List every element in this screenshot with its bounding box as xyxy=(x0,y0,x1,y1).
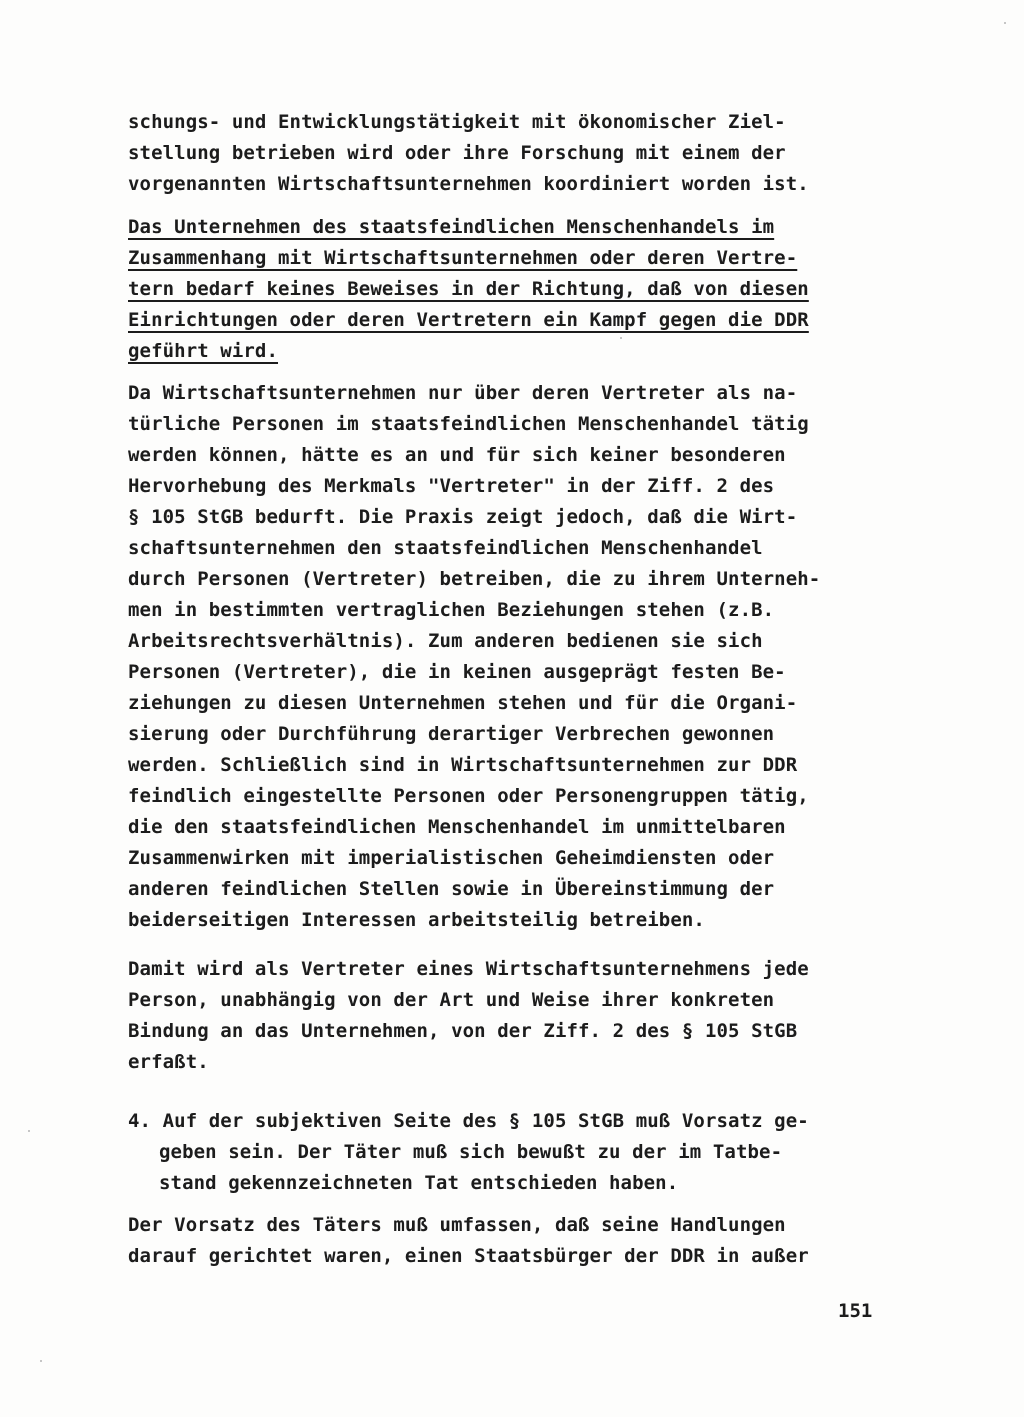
text-line: stand gekennzeichneten Tat entschieden haben. xyxy=(159,1172,679,1194)
text-line: schungs- und Entwicklungstätigkeit mit ökonomischer Ziel- xyxy=(128,111,786,133)
text-line: tern bedarf keines Beweises in der Richtung, daß von diesen xyxy=(128,278,809,300)
text-line: Das Unternehmen des staatsfeindlichen Menschenhandels im xyxy=(128,216,775,238)
text-line: geben sein. Der Täter muß sich bewußt zu der im Tatbe- xyxy=(159,1141,783,1163)
text-line: beiderseitigen Interessen arbeitsteilig betreiben. xyxy=(128,909,705,931)
text-line: Person, unabhängig von der Art und Weise ihrer konkreten xyxy=(128,989,775,1011)
scan-speck xyxy=(620,337,622,339)
text-line: geführt wird. xyxy=(128,340,279,362)
paragraph-5 xyxy=(128,1106,898,1199)
text-line: schaftsunternehmen den staatsfeindlichen Menschenhandel xyxy=(128,537,763,559)
text-line: 4. Auf der subjektiven Seite des § 105 StGB muß Vorsatz ge- xyxy=(128,1110,809,1132)
text-line: türliche Personen im staatsfeindlichen Menschenhandel tätig xyxy=(128,413,809,435)
paragraph-4 xyxy=(128,954,898,1078)
page-number: 151 xyxy=(838,1300,873,1322)
text-line: stellung betrieben wird oder ihre Forschung mit einem der xyxy=(128,142,786,164)
text-line: Personen (Vertreter), die in keinen ausgeprägt festen Be- xyxy=(128,661,786,683)
text-line: werden können, hätte es an und für sich keiner besonderen xyxy=(128,444,786,466)
text-line: anderen feindlichen Stellen sowie in Übereinstimmung der xyxy=(128,878,775,900)
paragraph-2 xyxy=(128,212,898,367)
text-line: ziehungen zu diesen Unternehmen stehen und für die Organi- xyxy=(128,692,798,714)
text-line: Bindung an das Unternehmen, von der Ziff. 2 des § 105 StGB xyxy=(128,1020,798,1042)
text-line: men in bestimmten vertraglichen Beziehungen stehen (z.B. xyxy=(128,599,775,621)
text-line: darauf gerichtet waren, einen Staatsbürger der DDR in außer xyxy=(128,1245,809,1267)
scan-speck xyxy=(1004,22,1006,24)
text-line: Einrichtungen oder deren Vertretern ein Kampf gegen die DDR xyxy=(128,309,809,331)
scan-speck xyxy=(28,1130,30,1132)
paragraph-1 xyxy=(128,107,898,200)
text-line: Zusammenhang mit Wirtschaftsunternehmen oder deren Vertre- xyxy=(128,247,798,269)
scan-speck xyxy=(40,1360,42,1362)
text-line: feindlich eingestellte Personen oder Personengruppen tätig, xyxy=(128,785,809,807)
text-line: die den staatsfeindlichen Menschenhandel im unmittelbaren xyxy=(128,816,786,838)
text-line: Hervorhebung des Merkmals "Vertreter" in der Ziff. 2 des xyxy=(128,475,775,497)
text-line: Damit wird als Vertreter eines Wirtschaftsunternehmens jede xyxy=(128,958,809,980)
text-line: sierung oder Durchführung derartiger Verbrechen gewonnen xyxy=(128,723,775,745)
text-line: werden. Schließlich sind in Wirtschaftsunternehmen zur DDR xyxy=(128,754,798,776)
paragraph-3 xyxy=(128,378,898,936)
text-line: § 105 StGB bedurft. Die Praxis zeigt jedoch, daß die Wirt- xyxy=(128,506,798,528)
text-line: vorgenannten Wirtschaftsunternehmen koordiniert worden ist. xyxy=(128,173,809,195)
text-line: Zusammenwirken mit imperialistischen Geheimdiensten oder xyxy=(128,847,775,869)
text-line: durch Personen (Vertreter) betreiben, die zu ihrem Unterneh- xyxy=(128,568,821,590)
text-line: Der Vorsatz des Täters muß umfassen, daß seine Handlungen xyxy=(128,1214,786,1236)
text-line: erfaßt. xyxy=(128,1051,209,1073)
text-line: Arbeitsrechtsverhältnis). Zum anderen bedienen sie sich xyxy=(128,630,763,652)
paragraph-6 xyxy=(128,1210,898,1272)
text-line: Da Wirtschaftsunternehmen nur über deren Vertreter als na- xyxy=(128,382,798,404)
